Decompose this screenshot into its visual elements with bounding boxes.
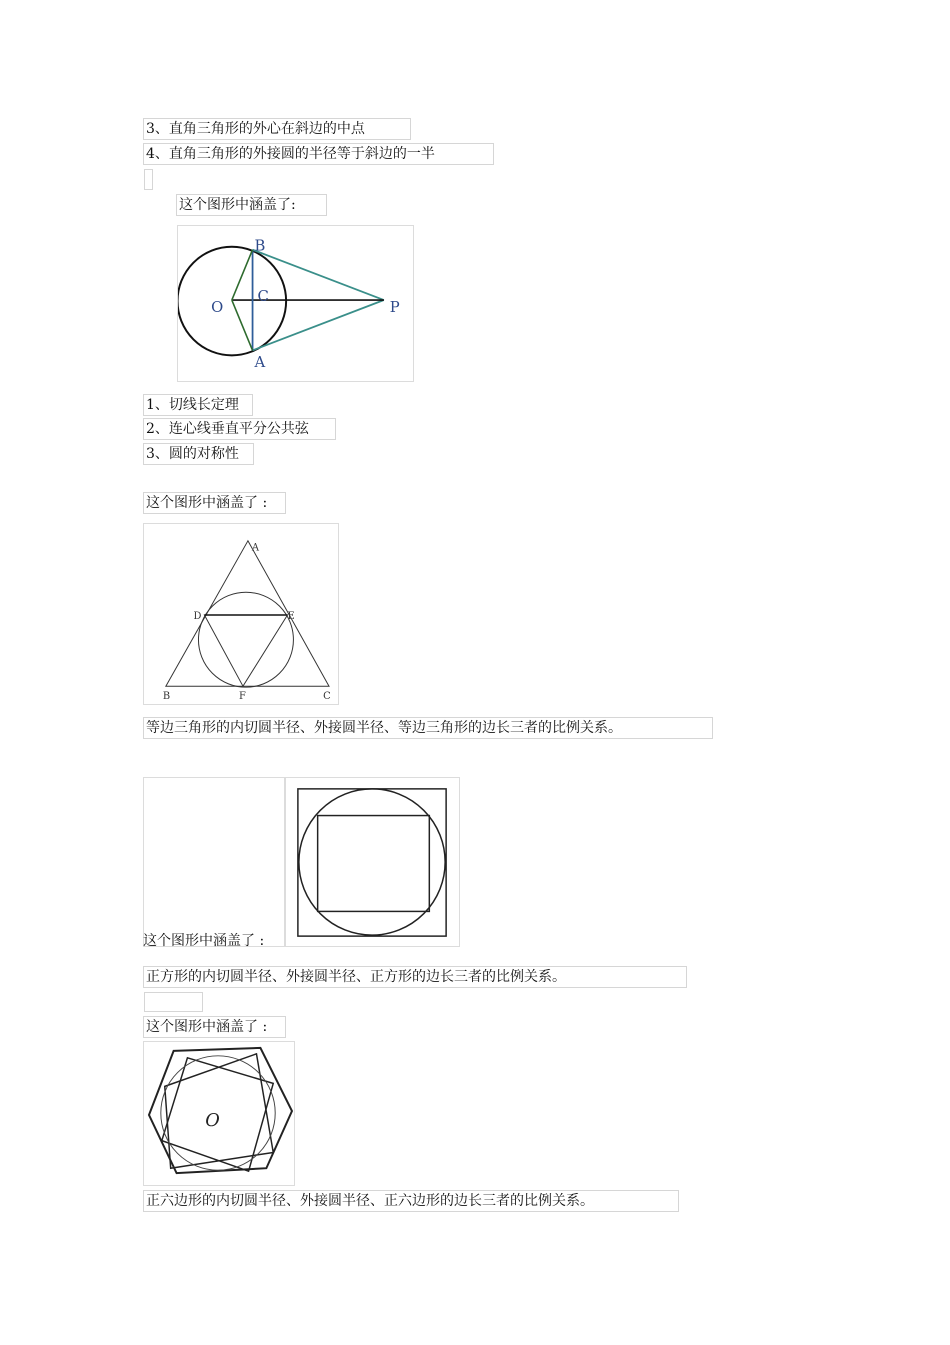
label-e: E <box>287 610 295 622</box>
radius-oa <box>232 300 253 350</box>
tangent-circle-figure <box>177 225 414 382</box>
figure-2-heading: 这个图形中涵盖了 : <box>143 492 286 514</box>
inner-square <box>318 816 430 912</box>
figure-4-heading: 这个图形中涵盖了 : <box>143 1016 286 1038</box>
figure-3-left-cell <box>143 777 285 947</box>
triangle-abc <box>166 541 329 686</box>
theorem-2: 2、连心线垂直平分公共弦 <box>143 418 336 440</box>
label-b: B <box>162 691 171 703</box>
hexagon-caption: 正六边形的内切圆半径、外接圆半径、正六边形的边长三者的比例关系。 <box>143 1190 679 1212</box>
square-circle-diagram <box>286 778 459 946</box>
hexagon-figure <box>143 1041 295 1186</box>
label-o: O <box>211 298 224 316</box>
equilateral-triangle-diagram <box>144 524 338 704</box>
circle <box>299 789 445 935</box>
theorem-3: 3、圆的对称性 <box>143 443 254 465</box>
incircle <box>198 592 293 687</box>
tangent-pa <box>253 300 384 350</box>
triangle-def <box>204 615 287 686</box>
label-b: B <box>254 237 266 255</box>
label-o: O <box>205 1110 220 1131</box>
square-circle-figure <box>285 777 460 947</box>
equilateral-caption: 等边三角形的内切圆半径、外接圆半径、等边三角形的边长三者的比例关系。 <box>143 717 713 739</box>
label-c: C <box>257 288 269 306</box>
equilateral-triangle-figure <box>143 523 339 705</box>
label-a: A <box>254 354 266 372</box>
label-c: C <box>323 691 331 703</box>
label-a: A <box>251 542 260 554</box>
theorem-1: 1、切线长定理 <box>143 394 253 416</box>
figure-3-heading: 这个图形中涵盖了 : <box>143 933 265 949</box>
tangent-circle-diagram <box>178 226 413 381</box>
tangent-pb <box>253 250 384 300</box>
square-caption: 正方形的内切圆半径、外接圆半径、正方形的边长三者的比例关系。 <box>143 966 687 988</box>
radius-ob <box>232 250 253 300</box>
label-d: D <box>193 610 202 622</box>
hexagon-diagram <box>144 1042 294 1185</box>
empty-cell-2 <box>144 992 203 1012</box>
label-f: F <box>239 691 246 703</box>
statement-3: 3、直角三角形的外心在斜边的中点 <box>143 118 411 140</box>
figure-1-heading: 这个图形中涵盖了: <box>176 194 327 216</box>
statement-4: 4、直角三角形的外接圆的半径等于斜边的一半 <box>143 143 494 165</box>
empty-cell <box>144 169 153 190</box>
label-p: P <box>389 298 400 316</box>
